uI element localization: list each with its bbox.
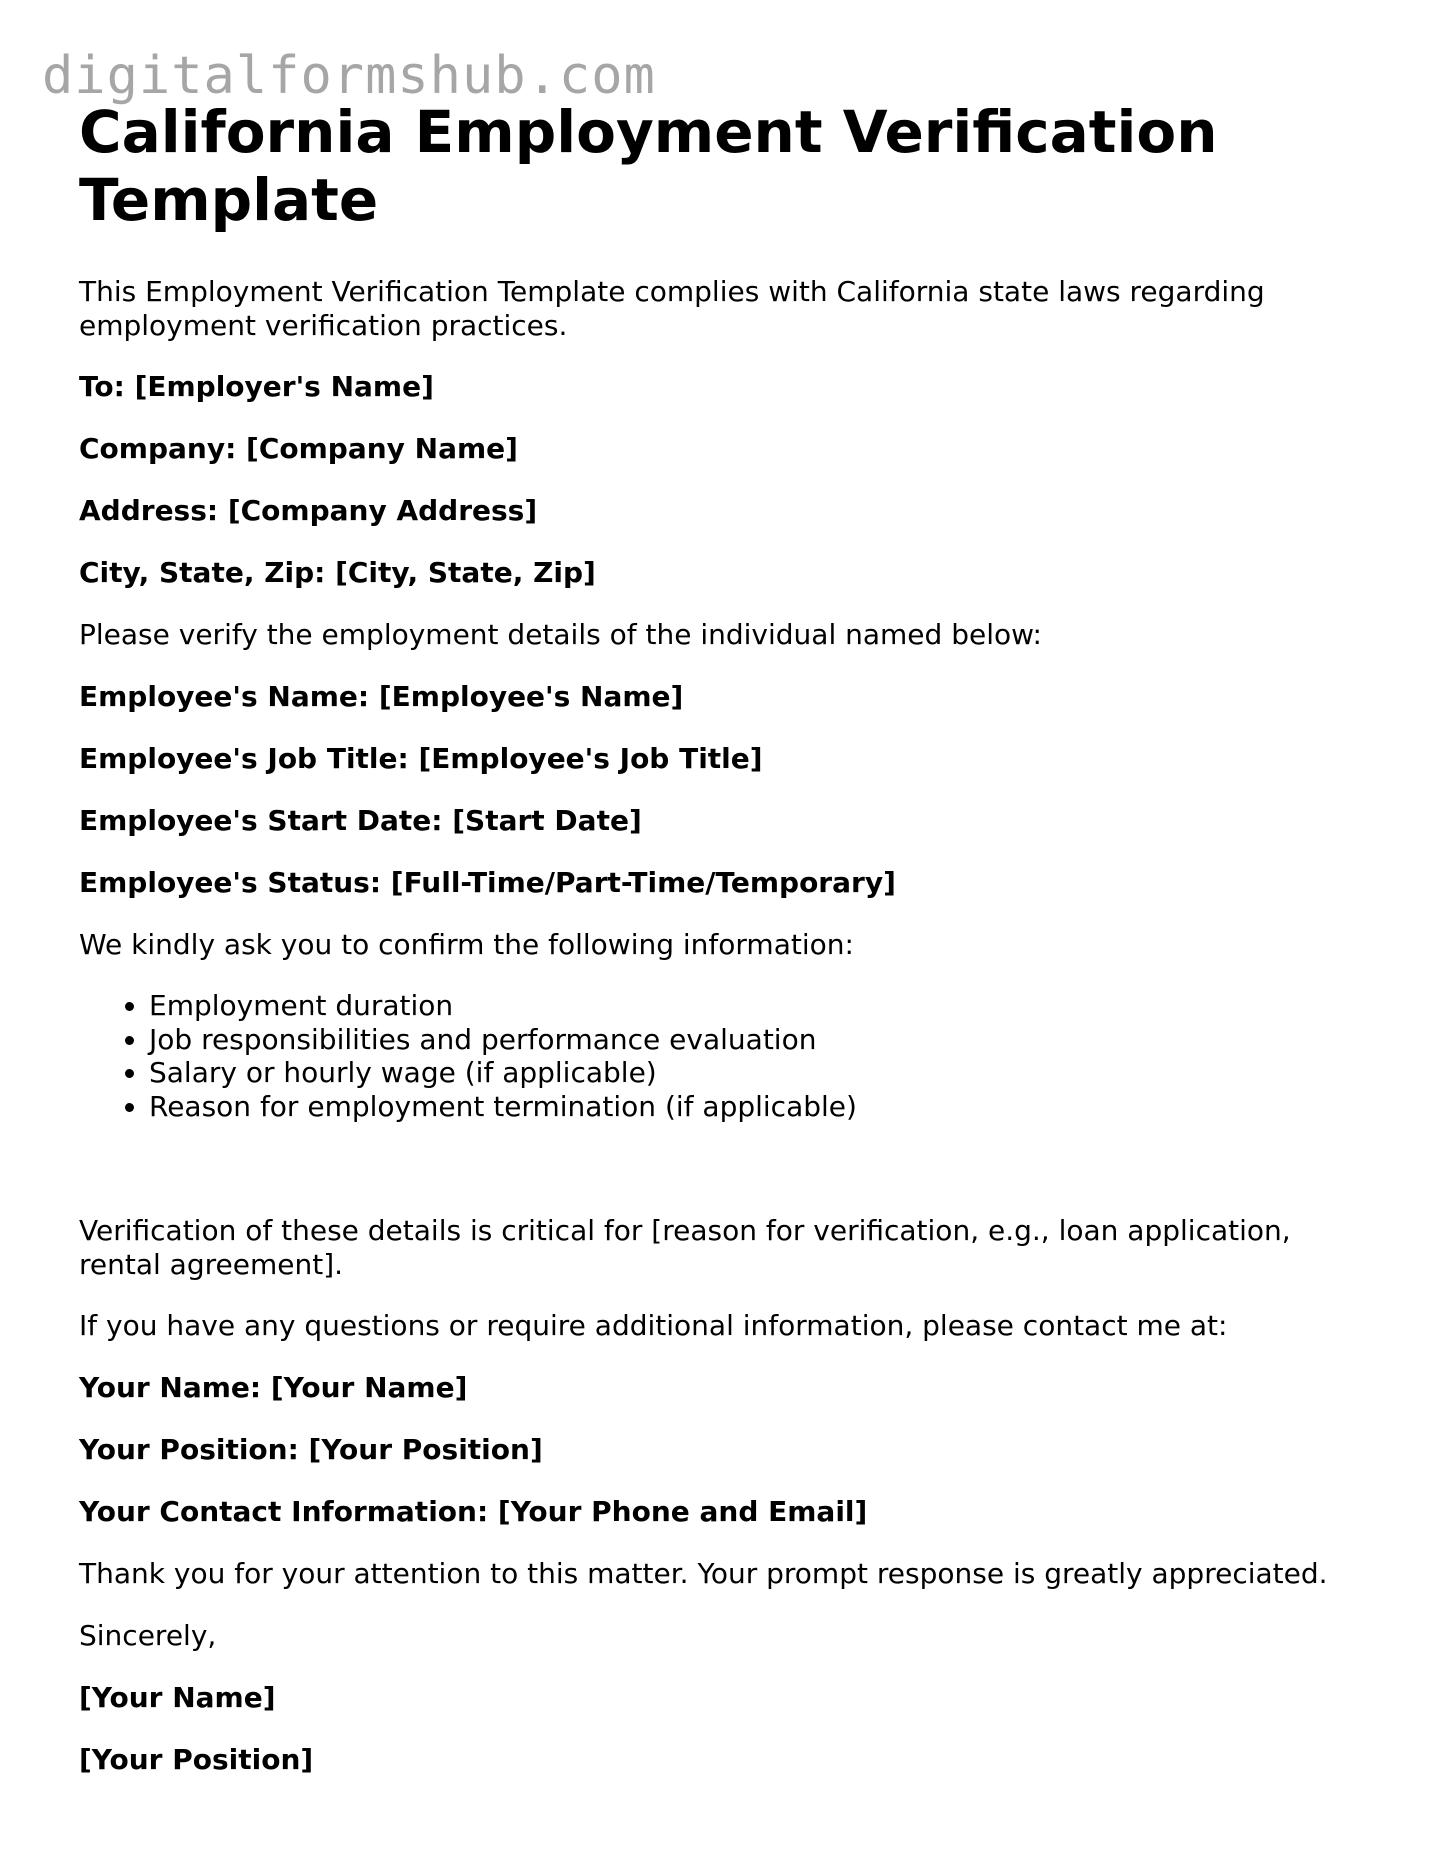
contact-name: Your Name: [Your Name] bbox=[79, 1371, 468, 1404]
employee-name: Employee's Name: [Employee's Name] bbox=[79, 680, 684, 713]
contact-info: Your Contact Information: [Your Phone and Email] bbox=[79, 1495, 868, 1528]
list-item: • Reason for employment termination (if applicable) bbox=[149, 1090, 857, 1124]
confirm-intro: We kindly ask you to confirm the following information: bbox=[79, 928, 854, 961]
page-title: California Employment Verification Template bbox=[79, 98, 1218, 234]
signature-name: [Your Name] bbox=[79, 1681, 276, 1714]
employee-job-title: Employee's Job Title: [Employee's Job Title] bbox=[79, 742, 763, 775]
request-text: Please verify the employment details of the individual named below: bbox=[79, 618, 1042, 651]
recipient-company: Company: [Company Name] bbox=[79, 432, 518, 465]
watermark: digitalformshub.com bbox=[42, 46, 656, 106]
list-item: • Employment duration bbox=[149, 989, 857, 1023]
closing-text: Sincerely, bbox=[79, 1619, 217, 1652]
contact-intro: If you have any questions or require additional information, please contact me at: bbox=[79, 1309, 1228, 1342]
list-item: • Job responsibilities and performance evaluation bbox=[149, 1023, 857, 1057]
thanks-text: Thank you for your attention to this matter. Your prompt response is greatly appreciated. bbox=[79, 1557, 1328, 1590]
confirm-list bbox=[79, 989, 857, 1123]
signature-position: [Your Position] bbox=[79, 1743, 314, 1776]
employee-status: Employee's Status: [Full-Time/Part-Time/Temporary] bbox=[79, 866, 896, 899]
employee-start-date: Employee's Start Date: [Start Date] bbox=[79, 804, 642, 837]
document bbox=[79, 98, 1379, 1776]
recipient-city-state-zip: City, State, Zip: [City, State, Zip] bbox=[79, 556, 596, 589]
intro-text: This Employment Verification Template complies with California state laws regarding employment verification practices. bbox=[79, 275, 1265, 342]
contact-position: Your Position: [Your Position] bbox=[79, 1433, 543, 1466]
list-item: • Salary or hourly wage (if applicable) bbox=[149, 1056, 857, 1090]
reason-text: Verification of these details is critical for [reason for verification, e.g., loan application, rental agreement]. bbox=[79, 1214, 1291, 1281]
recipient-address: Address: [Company Address] bbox=[79, 494, 538, 527]
recipient-to: To: [Employer's Name] bbox=[79, 370, 434, 403]
